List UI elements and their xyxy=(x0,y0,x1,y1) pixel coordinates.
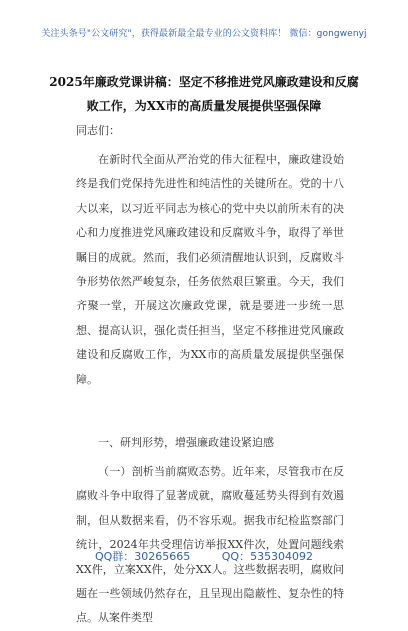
paragraph-analysis: （一）剖析当前腐败态势。近年来，尽管我市在反腐败斗争中取得了显著成就，腐败蔓延势头得到有效遏制，但从数据来看，仍不容乐观。据我市纪检监察部门统计，2024年共受理信访举报XX件次，处置问题线索XX件，立案XX件，处分XX人。这些数据表明，腐败问题在一些领域仍然存在，且呈现出隐蔽性、复杂性的特点。从案件类型 xyxy=(76,465,344,625)
footer-contact xyxy=(0,548,408,564)
salutation: 同志们： xyxy=(76,124,120,137)
qq-number: QQ：535304092 xyxy=(221,550,314,563)
top-banner: 关注头条号"公文研究"，获得最新最全最专业的公文资料库！ 微信：gongwenyj xyxy=(41,29,367,39)
paragraph-intro: 在新时代全面从严治党的伟大征程中，廉政建设始终是我们党保持先进性和纯洁性的关键所在。党的十八大以来，以习近平同志为核心的党中央以前所未有的决心和力度推进党风廉政建设和反腐败斗争，取得了举世瞩目的成就。然而，我们必须清醒地认识到，反腐败斗争形势依然严峻复杂，任务依然艰巨繁重。今天，我们齐聚一堂，开展这次廉政党课，就是要进一步统一思想、提高认识，强化责任担当，坚定不移推进党风廉政建设和反腐败工作，为XX市的高质量发展提供坚强保障。 xyxy=(76,153,344,386)
document-title: 2025年廉政党课讲稿：坚定不移推进党风廉政建设和反腐败工作，为XX市的高质量发展提供坚强保障 xyxy=(49,75,359,113)
qq-group-number: QQ群：30265665 xyxy=(94,550,191,563)
section-heading: 一、研判形势，增强廉政建设紧迫感 xyxy=(98,436,274,449)
